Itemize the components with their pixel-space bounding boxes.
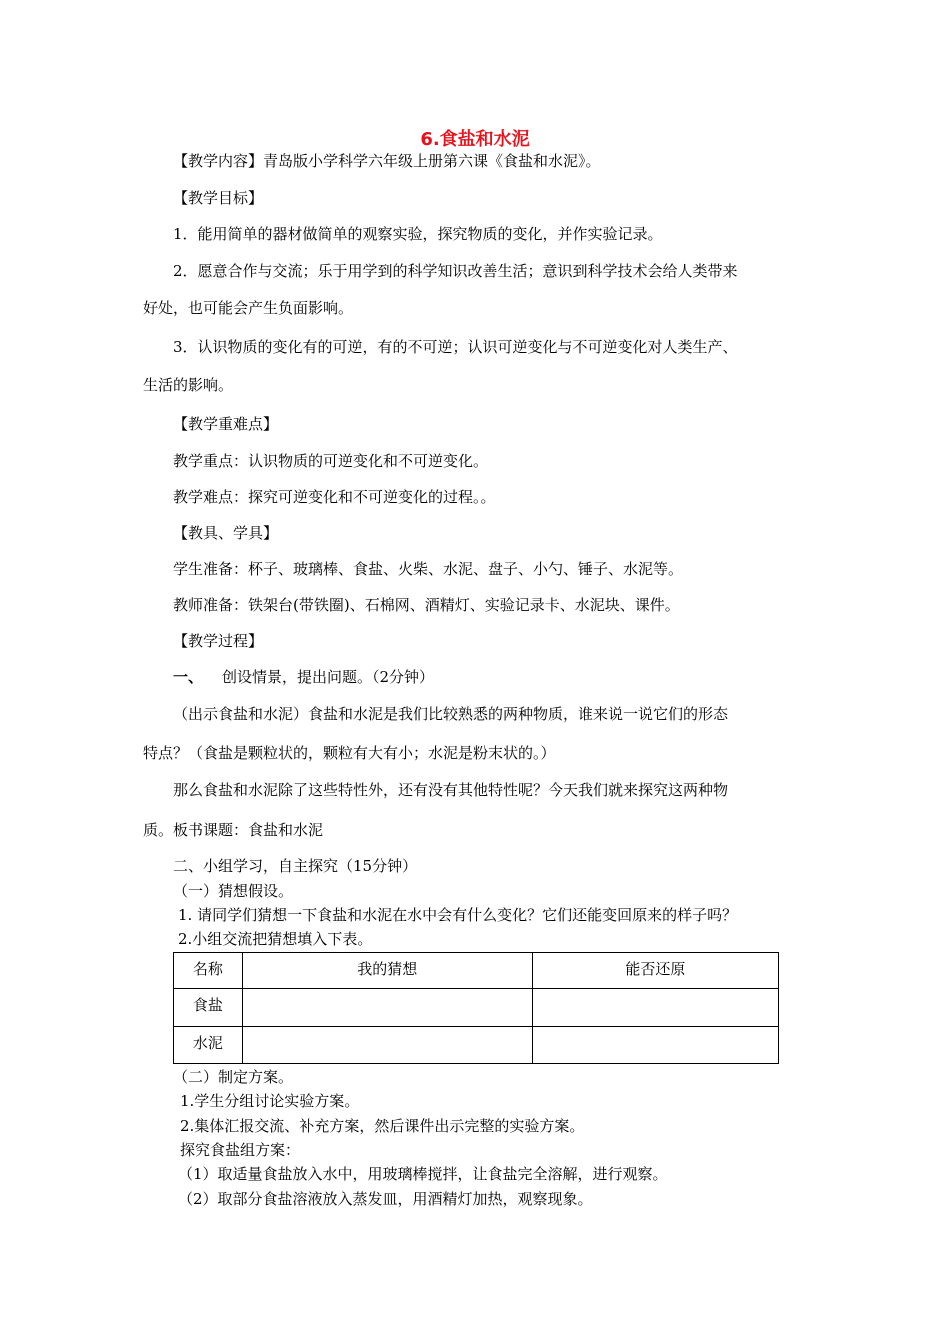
question-paragraph-line-1: 那么食盐和水泥除了这些特性外，还有没有其他特性呢？今天我们就来探究这两种物 — [173, 781, 729, 799]
table-cell-guess — [242, 989, 532, 1027]
table-row — [174, 989, 779, 1027]
step-one-title: 创设情景，提出问题。（2分钟） — [222, 668, 435, 686]
goal-line-2-continued: 好处，也可能会产生负面影响。 — [143, 299, 354, 317]
table-header-row — [174, 953, 779, 989]
goal-line-3-continued: 生活的影响。 — [143, 376, 234, 394]
table-cell-name: 食盐 — [174, 989, 243, 1027]
section-heading-materials: 【教具、学具】 — [173, 524, 279, 542]
table-cell-guess — [242, 1027, 532, 1064]
table-cell-reversible — [532, 989, 778, 1027]
goal-line-1: 1．能用简单的器材做简单的观察实验，探究物质的变化，并作实验记录。 — [173, 225, 663, 243]
goal-line-2: 2．愿意合作与交流；乐于用学到的科学知识改善生活；意识到科学技术会给人类带来 — [173, 262, 738, 280]
document-title: 6.食盐和水泥 — [420, 129, 530, 150]
guess-table-instruction: 2.小组交流把猜想填入下表。 — [178, 930, 373, 948]
question-paragraph-line-2: 质。板书课题：食盐和水泥 — [143, 821, 324, 839]
salt-plan-step-2: （2）取部分食盐溶液放入蒸发皿，用酒精灯加热，观察现象。 — [178, 1190, 593, 1208]
sub-step-guess: （一）猜想假设。 — [173, 882, 294, 900]
step-one-number: 一、 — [173, 668, 204, 686]
plan-line-1: 1.学生分组讨论实验方案。 — [180, 1092, 360, 1110]
key-point-line: 教学重点：认识物质的可逆变化和不可逆变化。 — [173, 452, 489, 470]
table-cell-reversible — [532, 1027, 778, 1064]
guess-question-line: 1. 请同学们猜想一下食盐和水泥在水中会有什么变化？它们还能变回原来的样子吗？ — [178, 906, 738, 924]
table-header-guess: 我的猜想 — [242, 953, 532, 989]
salt-plan-heading: 探究食盐组方案： — [180, 1141, 301, 1159]
teaching-content-line: 【教学内容】青岛版小学科学六年级上册第六课《食盐和水泥》。 — [173, 152, 601, 170]
section-heading-process: 【教学过程】 — [173, 632, 264, 650]
section-heading-goals: 【教学目标】 — [173, 189, 264, 207]
table-header-name: 名称 — [174, 953, 243, 989]
table-row — [174, 1027, 779, 1064]
difficulty-line: 教学难点：探究可逆变化和不可逆变化的过程。。 — [173, 488, 496, 506]
step-two-title: 二、小组学习，自主探究（15分钟） — [173, 857, 418, 875]
sub-step-plan: （二）制定方案。 — [173, 1068, 294, 1086]
student-materials-line: 学生准备：杯子、玻璃棒、食盐、火柴、水泥、盘子、小勺、锤子、水泥等。 — [173, 560, 684, 578]
goal-line-3: 3．认识物质的变化有的可逆，有的不可逆；认识可逆变化与不可逆变化对人类生产、 — [173, 338, 738, 356]
intro-paragraph-line-1: （出示食盐和水泥）食盐和水泥是我们比较熟悉的两种物质，谁来说一说它们的形态 — [173, 705, 729, 723]
plan-line-2: 2.集体汇报交流、补充方案，然后课件出示完整的实验方案。 — [180, 1117, 585, 1135]
teacher-materials-line: 教师准备：铁架台(带铁圈)、石棉网、酒精灯、实验记录卡、水泥块、课件。 — [173, 596, 680, 614]
table-cell-name: 水泥 — [174, 1027, 243, 1064]
salt-plan-step-1: （1）取适量食盐放入水中，用玻璃棒搅拌，让食盐完全溶解，进行观察。 — [178, 1165, 668, 1183]
intro-paragraph-line-2: 特点？（食盐是颗粒状的，颗粒有大有小；水泥是粉末状的。） — [143, 744, 556, 762]
guess-table — [173, 952, 779, 1064]
section-heading-key-points: 【教学重难点】 — [173, 415, 279, 433]
table-header-reversible: 能否还原 — [532, 953, 778, 989]
